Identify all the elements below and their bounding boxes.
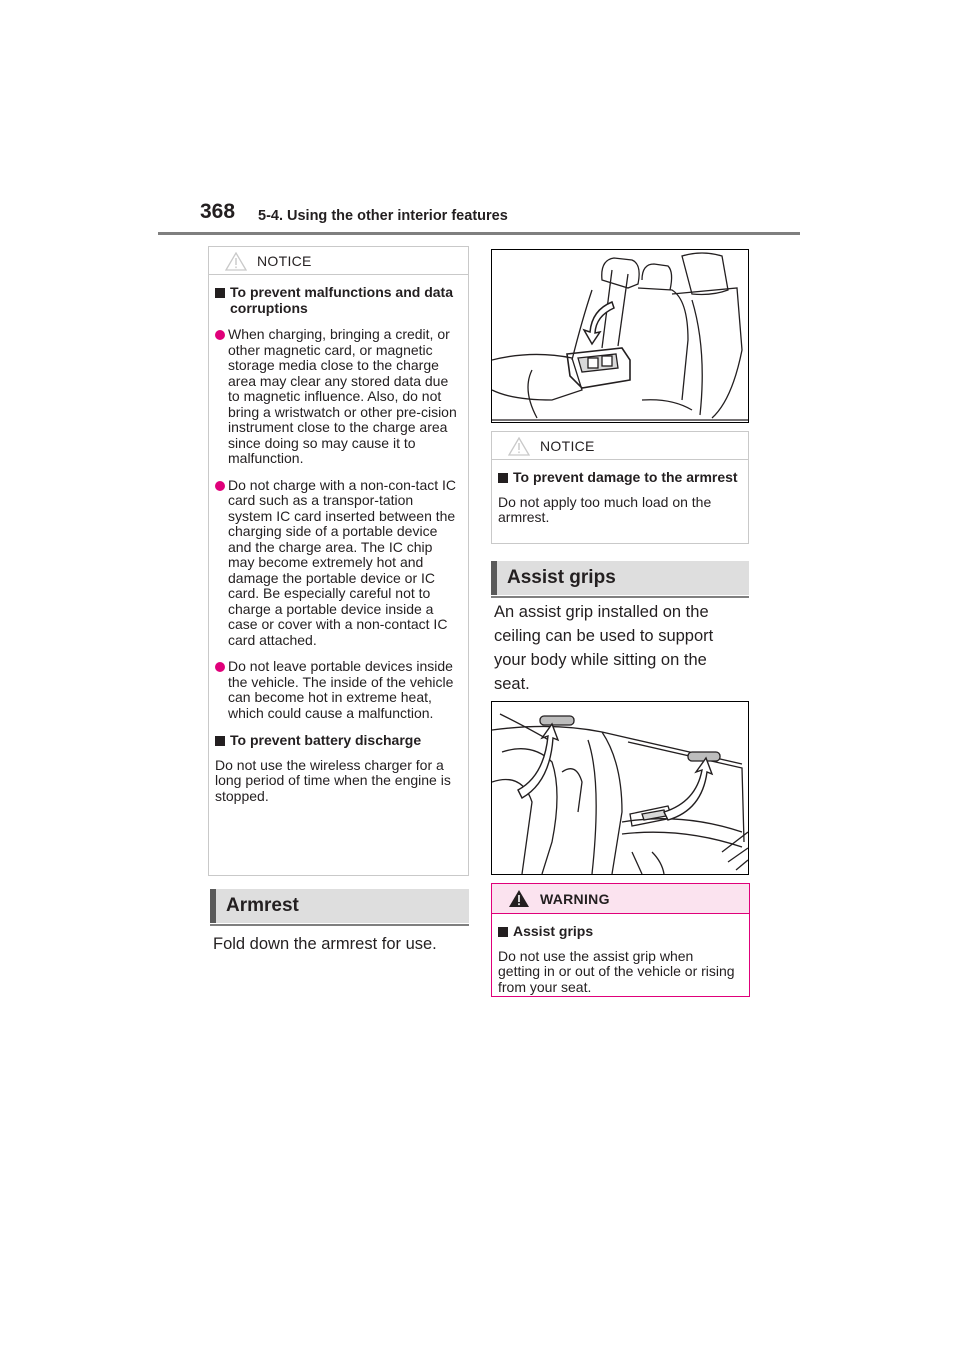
- bullet-item: [215, 659, 458, 721]
- heading-text: Assist grips: [507, 567, 616, 588]
- heading-text: Armrest: [226, 895, 299, 916]
- round-bullet-icon: [215, 662, 225, 672]
- square-bullet-icon: [215, 733, 227, 750]
- sub-heading-battery: [215, 733, 458, 750]
- notice-label: NOTICE: [257, 253, 312, 269]
- assist-grips-illustration: [491, 701, 749, 875]
- assist-grips-text: An assist grip installed on the ceiling can be used to support your body while sitting on the seat.: [494, 603, 714, 693]
- sub-heading-text: Assist grips: [513, 923, 594, 939]
- notice-body: [209, 275, 468, 812]
- paragraph: Do not use the assist grip when getting in or out of the vehicle or rising from your seat.: [498, 947, 735, 995]
- sub-heading-malfunctions: [215, 285, 458, 316]
- caution-triangle-icon: [225, 252, 247, 271]
- armrest-text: Fold down the armrest for use.: [213, 935, 437, 953]
- bullet-item: [215, 327, 458, 467]
- warning-box-assist-grips: [491, 883, 750, 997]
- paragraph: Do not use the wireless charger for a long period of time when the engine is stopped.: [215, 756, 451, 804]
- warning-body: [492, 914, 749, 1003]
- sub-heading-text: To prevent damage to the armrest: [513, 469, 738, 485]
- notice-header: [209, 247, 468, 275]
- notice-body: [492, 460, 748, 534]
- square-bullet-icon: [498, 924, 510, 941]
- rear-seat-armrest-drawing: [492, 250, 748, 422]
- sub-heading-assist-grips: [498, 924, 739, 941]
- bullet-text: When charging, bringing a credit, or other magnetic card, or magnetic storage media close to the charge area may clear any stored data due to magnetic influence. Also, do not bring a wristwatch or other pre-cision instrument close to the charge area since doing so may cause it to malfunction.: [228, 326, 457, 466]
- notice-box-malfunctions: [208, 246, 469, 876]
- warning-header: [492, 884, 749, 914]
- round-bullet-icon: [215, 481, 225, 491]
- notice-header: [492, 432, 748, 460]
- paragraph: Do not apply too much load on the armrest.: [498, 493, 712, 525]
- warning-triangle-icon: [508, 889, 530, 908]
- heading-assist-grips: [491, 561, 749, 595]
- caution-triangle-icon: [508, 437, 530, 456]
- armrest-illustration: [491, 249, 749, 423]
- heading-armrest: [210, 889, 469, 923]
- bullet-text: Do not leave portable devices inside the vehicle. The inside of the vehicle can become hot in extreme heat, which could cause a malfunction.: [228, 658, 454, 721]
- ceiling-assist-grips-drawing: [492, 702, 748, 874]
- warning-label: WARNING: [540, 891, 610, 907]
- sub-heading-text: To prevent battery discharge: [230, 732, 422, 748]
- sub-heading-text: To prevent malfunctions and data corruptions: [230, 284, 453, 316]
- bullet-text: Do not charge with a non-con-tact IC card such as a transpor-tation system IC card inserted between the charging side of a portable device and the charge area. The IC chip may become extremely hot and damage the portable device or IC card. Be especially careful not to charge a portable device inside a case or cover with a non-contact IC card attached.: [228, 476, 457, 648]
- round-bullet-icon: [215, 330, 225, 340]
- page-number: 368: [200, 200, 236, 223]
- notice-box-armrest: [491, 431, 749, 544]
- bullet-item: [215, 478, 458, 649]
- square-bullet-icon: [498, 470, 510, 487]
- header-rule: [158, 232, 800, 235]
- section-title: 5-4. Using the other interior features: [258, 208, 508, 224]
- sub-heading-armrest-damage: [498, 470, 738, 487]
- notice-label: NOTICE: [540, 438, 595, 454]
- square-bullet-icon: [215, 285, 227, 316]
